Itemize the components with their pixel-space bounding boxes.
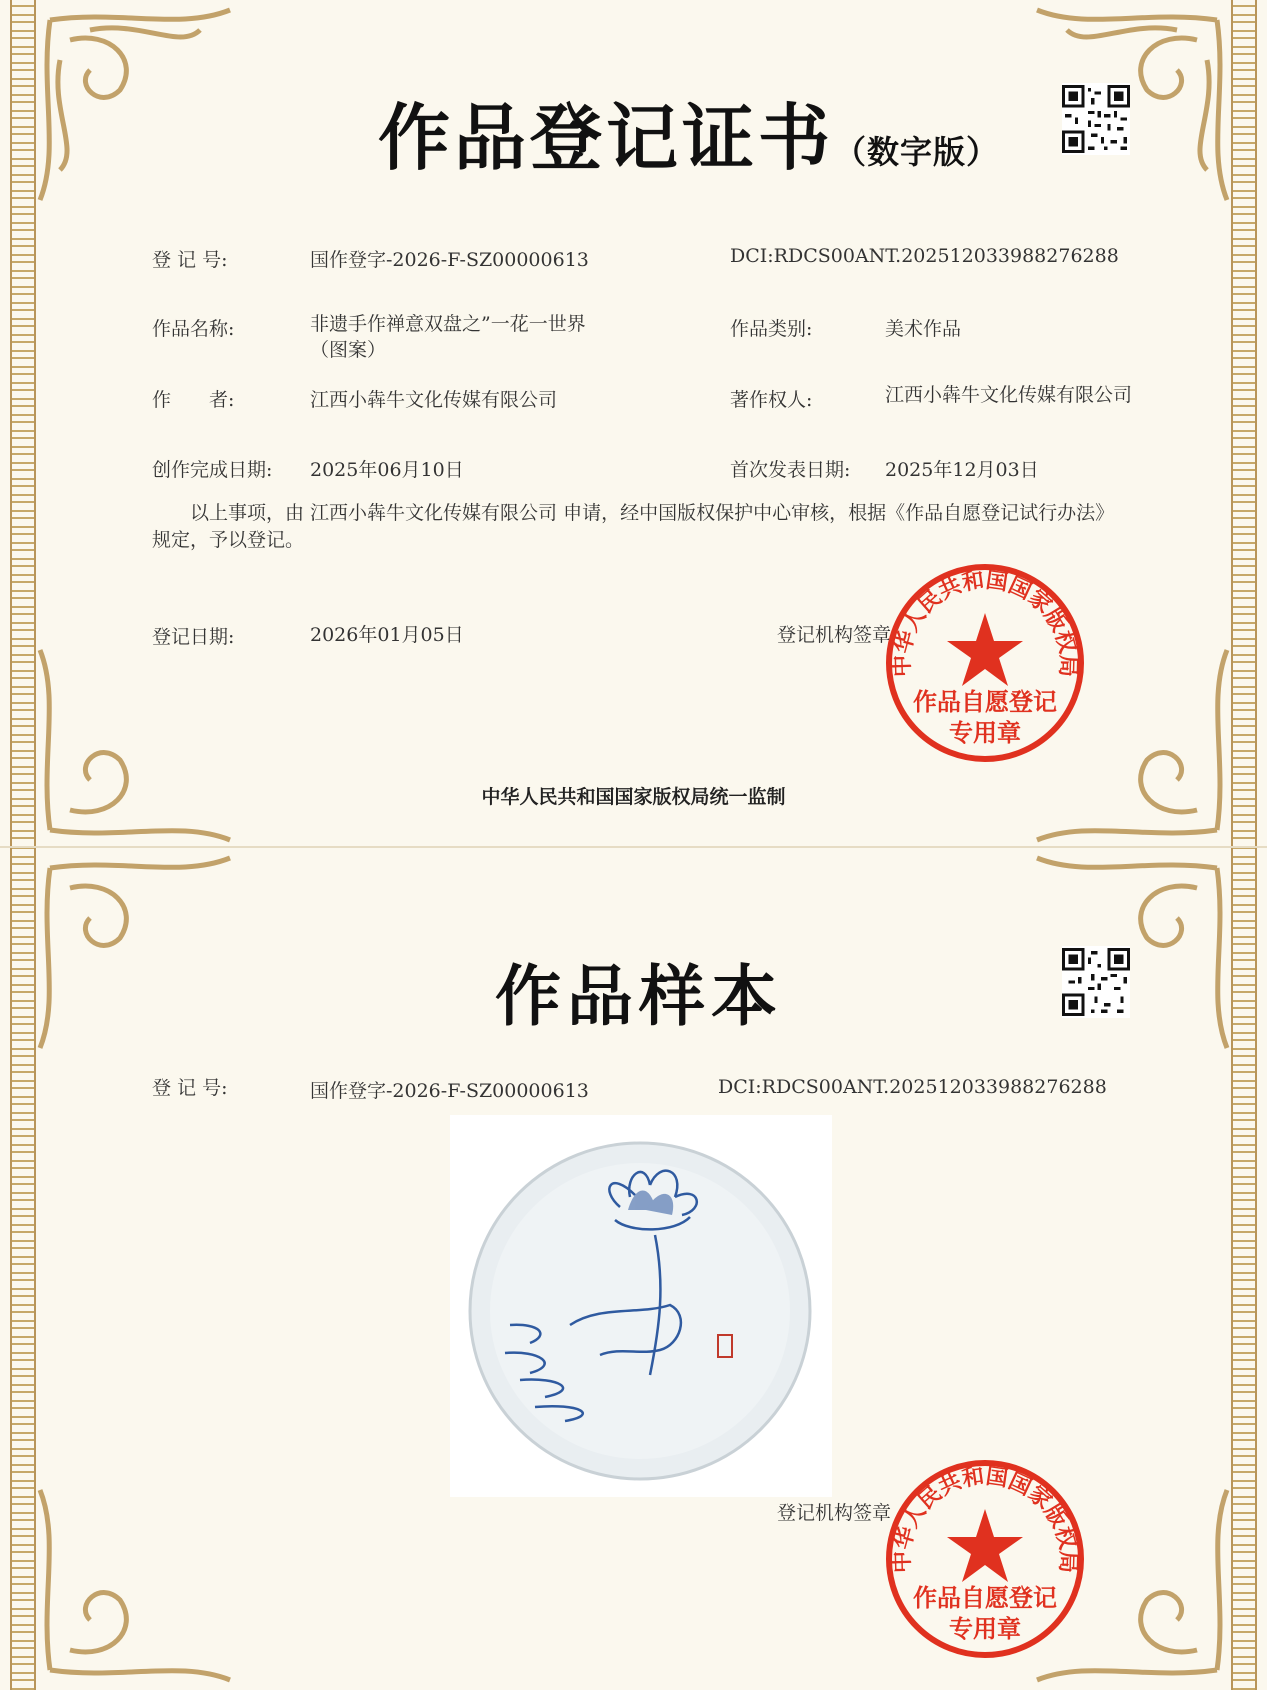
reg-date-value: 2026年01月05日 [310, 624, 464, 646]
seal-ring-text: 中华人民共和国国家版权局 [889, 568, 1081, 678]
seal-line1: 作品自愿登记 [913, 1584, 1057, 1612]
right-fret-border [1231, 848, 1257, 1690]
category-label: 作品类别: [730, 318, 813, 340]
work-name-label: 作品名称: [152, 318, 235, 340]
dci-code: DCI:RDCS00ANT.202512033988276288 [730, 245, 1119, 267]
registration-statement: 以上事项，由 江西小犇牛文化传媒有限公司 申请，经中国版权保护中心审核，根据《作品自愿登记试行办法》规定，予以登记。 [152, 502, 1105, 551]
owner-value: 江西小犇牛文化传媒有限公司 [885, 384, 1133, 406]
left-fret-border [10, 848, 36, 1690]
published-date-value: 2025年12月03日 [885, 459, 1039, 481]
author-value: 江西小犇牛文化传媒有限公司 [310, 389, 558, 411]
seal-ring-text: 中华人民共和国国家版权局 [889, 1464, 1081, 1574]
seal-line2: 专用章 [949, 719, 1021, 747]
seal-line2: 专用章 [949, 1615, 1021, 1643]
sample-reg-no-label: 登 记 号: [152, 1077, 228, 1099]
owner-label: 著作权人: [730, 389, 813, 411]
agency-sign-label: 登记机构签章 [777, 624, 892, 646]
official-seal-icon [880, 558, 1090, 768]
qr-code-icon[interactable] [1062, 946, 1130, 1018]
created-date-label: 创作完成日期: [152, 459, 273, 481]
work-sample-image [450, 1115, 832, 1497]
sample-agency-sign-label: 登记机构签章 [777, 1502, 892, 1524]
reg-no-value: 国作登字-2026-F-SZ00000613 [310, 249, 589, 271]
reg-date-label: 登记日期: [152, 626, 235, 648]
corner-ornament-icon [30, 0, 260, 230]
category-value: 美术作品 [885, 318, 962, 340]
left-fret-border [10, 0, 36, 848]
published-date-label: 首次发表日期: [730, 459, 851, 481]
certificate-footer: 中华人民共和国国家版权局统一监制 [481, 786, 786, 808]
author-label: 作 者: [152, 389, 235, 411]
sample-reg-no-value: 国作登字-2026-F-SZ00000613 [310, 1080, 589, 1102]
certificate-title-suffix: （数字版） [834, 133, 1000, 171]
created-date-value: 2025年06月10日 [310, 459, 464, 481]
seal-line1: 作品自愿登记 [913, 688, 1057, 716]
qr-code-icon[interactable] [1062, 83, 1130, 155]
reg-no-label: 登 记 号: [152, 249, 228, 271]
sample-dci-code: DCI:RDCS00ANT.202512033988276288 [718, 1076, 1107, 1098]
certificate-title: 作品登记证书（数字版） [378, 95, 1000, 180]
official-seal-icon [880, 1454, 1090, 1664]
corner-ornament-icon [30, 620, 260, 848]
work-name-value: 非遗手作禅意双盘之”一花一世界（图案） [310, 313, 586, 361]
corner-ornament-icon [30, 1460, 260, 1690]
corner-ornament-icon [30, 848, 260, 1078]
sample-title: 作品样本 [495, 957, 783, 1035]
right-fret-border [1231, 0, 1257, 848]
